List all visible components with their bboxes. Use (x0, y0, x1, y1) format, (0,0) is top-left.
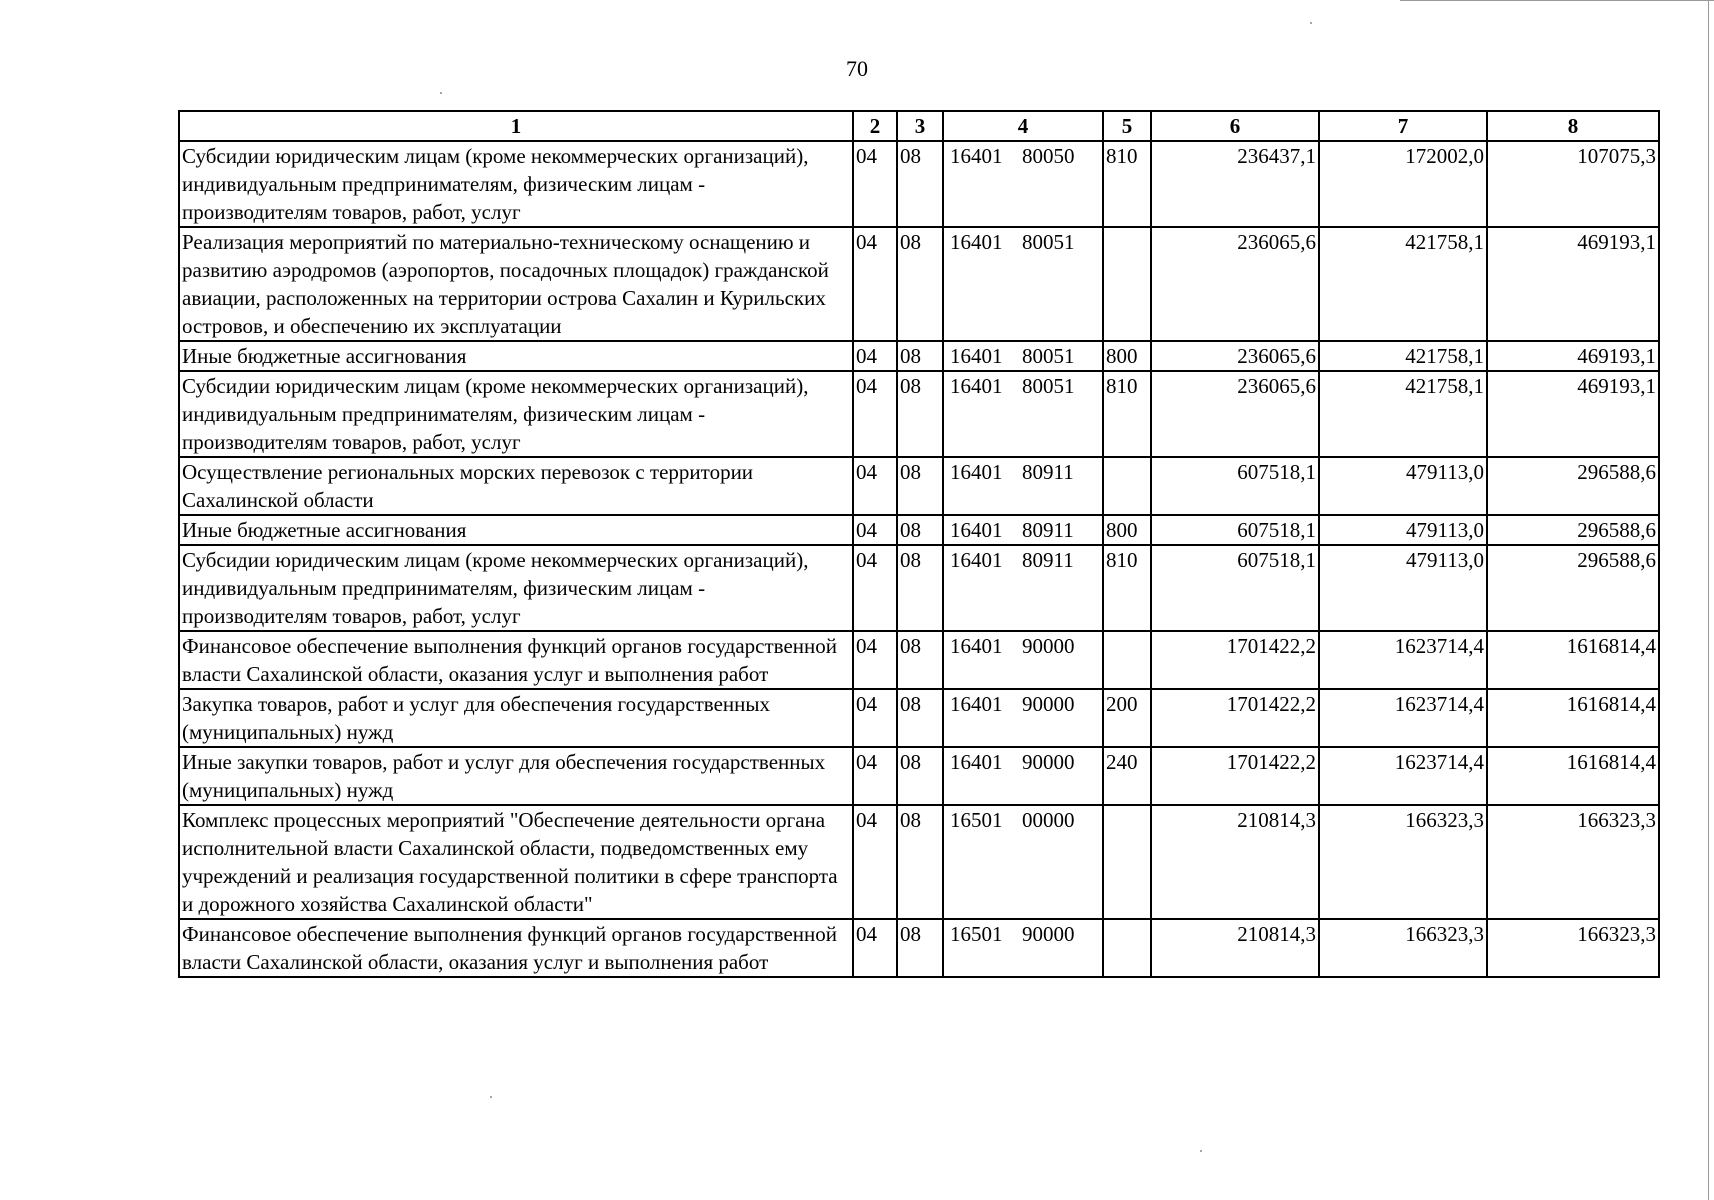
table-row (179, 545, 1659, 631)
table-row (179, 631, 1659, 689)
cell-expense-type: 810 (1103, 371, 1151, 457)
target-article-direction-code: 80050 (1022, 144, 1075, 168)
cell-target-article (943, 515, 1103, 545)
target-article-direction-code: 80051 (1022, 374, 1075, 398)
cell-name: Субсидии юридическим лицам (кроме некоммерческих организаций), индивидуальным предпринимателям, физическим лицам - производителям товаров, работ, услуг (179, 545, 853, 631)
cell-name: Финансовое обеспечение выполнения функций органов государственной власти Сахалинской области, оказания услуг и выполнения работ (179, 631, 853, 689)
table-row (179, 227, 1659, 341)
cell-amount-6: 1701422,2 (1151, 631, 1319, 689)
target-article-direction-code: 90000 (1022, 750, 1075, 774)
cell-section: 04 (853, 515, 897, 545)
table-row (179, 141, 1659, 227)
cell-amount-8: 296588,6 (1487, 545, 1659, 631)
target-article-program-code: 16401 (950, 374, 1003, 398)
scan-speck (440, 92, 442, 94)
cell-subsection: 08 (897, 341, 943, 371)
target-article-direction-code: 00000 (1022, 808, 1075, 832)
cell-amount-6: 1701422,2 (1151, 747, 1319, 805)
scan-speck (1200, 1150, 1202, 1152)
target-article-direction-code: 90000 (1022, 692, 1075, 716)
table-row (179, 371, 1659, 457)
cell-subsection: 08 (897, 141, 943, 227)
cell-amount-8: 1616814,4 (1487, 631, 1659, 689)
cell-expense-type (1103, 805, 1151, 919)
target-article-program-code: 16401 (950, 344, 1003, 368)
table-row (179, 457, 1659, 515)
cell-amount-6: 236437,1 (1151, 141, 1319, 227)
target-article-program-code: 16401 (950, 634, 1003, 658)
cell-name: Субсидии юридическим лицам (кроме некоммерческих организаций), индивидуальным предпринимателям, физическим лицам - производителям товаров, работ, услуг (179, 141, 853, 227)
cell-section: 04 (853, 689, 897, 747)
cell-amount-8: 1616814,4 (1487, 747, 1659, 805)
cell-section: 04 (853, 371, 897, 457)
cell-amount-7: 421758,1 (1319, 371, 1487, 457)
cell-subsection: 08 (897, 631, 943, 689)
cell-name: Комплекс процессных мероприятий "Обеспечение деятельности органа исполнительной власти Сахалинской области, подведомственных ему учреждений и реализация государственной политики в сфере транспорта и дорожного хозяйства Сахалинской области" (179, 805, 853, 919)
cell-amount-8: 469193,1 (1487, 341, 1659, 371)
target-article-direction-code: 80911 (1022, 518, 1074, 542)
cell-amount-7: 479113,0 (1319, 545, 1487, 631)
cell-amount-7: 1623714,4 (1319, 747, 1487, 805)
cell-amount-7: 166323,3 (1319, 805, 1487, 919)
cell-amount-8: 166323,3 (1487, 805, 1659, 919)
cell-amount-6: 210814,3 (1151, 805, 1319, 919)
cell-amount-8: 166323,3 (1487, 919, 1659, 977)
table-header-row (179, 111, 1659, 141)
cell-amount-6: 1701422,2 (1151, 689, 1319, 747)
cell-subsection: 08 (897, 457, 943, 515)
cell-section: 04 (853, 227, 897, 341)
cell-target-article (943, 747, 1103, 805)
cell-expense-type: 810 (1103, 141, 1151, 227)
cell-name: Реализация мероприятий по материально-техническому оснащению и развитию аэродромов (аэропортов, посадочных площадок) гражданской авиации, расположенных на территории острова Сахалин и Курильских островов, и обеспечению их эксплуатации (179, 227, 853, 341)
cell-amount-7: 166323,3 (1319, 919, 1487, 977)
table-body (179, 141, 1659, 977)
cell-expense-type: 810 (1103, 545, 1151, 631)
cell-section: 04 (853, 631, 897, 689)
cell-target-article (943, 457, 1103, 515)
cell-target-article (943, 371, 1103, 457)
target-article-direction-code: 90000 (1022, 634, 1075, 658)
cell-expense-type (1103, 227, 1151, 341)
column-header-3: 3 (897, 111, 943, 141)
table-row (179, 805, 1659, 919)
target-article-direction-code: 80051 (1022, 344, 1075, 368)
target-article-program-code: 16401 (950, 230, 1003, 254)
target-article-program-code: 16501 (950, 808, 1003, 832)
cell-amount-7: 172002,0 (1319, 141, 1487, 227)
cell-amount-6: 607518,1 (1151, 457, 1319, 515)
cell-amount-7: 421758,1 (1319, 227, 1487, 341)
column-header-7: 7 (1319, 111, 1487, 141)
cell-amount-8: 1616814,4 (1487, 689, 1659, 747)
column-header-1: 1 (179, 111, 853, 141)
target-article-program-code: 16401 (950, 144, 1003, 168)
cell-subsection: 08 (897, 227, 943, 341)
cell-amount-6: 607518,1 (1151, 515, 1319, 545)
cell-amount-8: 296588,6 (1487, 515, 1659, 545)
target-article-direction-code: 90000 (1022, 922, 1075, 946)
cell-target-article (943, 631, 1103, 689)
cell-expense-type: 800 (1103, 515, 1151, 545)
cell-amount-8: 296588,6 (1487, 457, 1659, 515)
table-row (179, 747, 1659, 805)
cell-subsection: 08 (897, 371, 943, 457)
cell-amount-8: 469193,1 (1487, 227, 1659, 341)
cell-amount-7: 1623714,4 (1319, 631, 1487, 689)
cell-subsection: 08 (897, 689, 943, 747)
cell-expense-type (1103, 919, 1151, 977)
cell-amount-6: 236065,6 (1151, 371, 1319, 457)
target-article-program-code: 16401 (950, 460, 1003, 484)
cell-section: 04 (853, 919, 897, 977)
cell-amount-7: 479113,0 (1319, 515, 1487, 545)
cell-target-article (943, 227, 1103, 341)
target-article-program-code: 16401 (950, 692, 1003, 716)
cell-expense-type: 800 (1103, 341, 1151, 371)
cell-section: 04 (853, 141, 897, 227)
table-row (179, 919, 1659, 977)
table-row (179, 341, 1659, 371)
cell-target-article (943, 141, 1103, 227)
cell-expense-type (1103, 457, 1151, 515)
cell-name: Субсидии юридическим лицам (кроме некоммерческих организаций), индивидуальным предпринимателям, физическим лицам - производителям товаров, работ, услуг (179, 371, 853, 457)
cell-amount-7: 421758,1 (1319, 341, 1487, 371)
cell-target-article (943, 545, 1103, 631)
page-number: 70 (846, 56, 868, 81)
cell-subsection: 08 (897, 515, 943, 545)
cell-subsection: 08 (897, 545, 943, 631)
cell-section: 04 (853, 457, 897, 515)
table-row (179, 515, 1659, 545)
scan-edge-line (1708, 0, 1709, 1200)
cell-expense-type (1103, 631, 1151, 689)
target-article-direction-code: 80911 (1022, 460, 1074, 484)
cell-subsection: 08 (897, 805, 943, 919)
cell-name: Иные бюджетные ассигнования (179, 341, 853, 371)
target-article-program-code: 16401 (950, 518, 1003, 542)
cell-amount-6: 236065,6 (1151, 341, 1319, 371)
cell-section: 04 (853, 805, 897, 919)
scan-speck (1310, 22, 1312, 24)
cell-subsection: 08 (897, 747, 943, 805)
cell-section: 04 (853, 747, 897, 805)
cell-target-article (943, 341, 1103, 371)
cell-name: Закупка товаров, работ и услуг для обеспечения государственных (муниципальных) нужд (179, 689, 853, 747)
cell-name: Осуществление региональных морских перевозок с территории Сахалинской области (179, 457, 853, 515)
table-row (179, 689, 1659, 747)
column-header-2: 2 (853, 111, 897, 141)
cell-expense-type: 240 (1103, 747, 1151, 805)
cell-amount-7: 479113,0 (1319, 457, 1487, 515)
cell-section: 04 (853, 341, 897, 371)
cell-amount-8: 469193,1 (1487, 371, 1659, 457)
cell-subsection: 08 (897, 919, 943, 977)
scan-speck (490, 1096, 492, 1098)
cell-name: Иные бюджетные ассигнования (179, 515, 853, 545)
cell-amount-7: 1623714,4 (1319, 689, 1487, 747)
cell-amount-6: 210814,3 (1151, 919, 1319, 977)
cell-name: Иные закупки товаров, работ и услуг для обеспечения государственных (муниципальных) нужд (179, 747, 853, 805)
cell-section: 04 (853, 545, 897, 631)
cell-target-article (943, 805, 1103, 919)
budget-table (178, 110, 1660, 978)
target-article-program-code: 16401 (950, 548, 1003, 572)
cell-name: Финансовое обеспечение выполнения функций органов государственной власти Сахалинской области, оказания услуг и выполнения работ (179, 919, 853, 977)
cell-expense-type: 200 (1103, 689, 1151, 747)
scan-edge-line (1400, 0, 1714, 1)
cell-amount-8: 107075,3 (1487, 141, 1659, 227)
cell-target-article (943, 919, 1103, 977)
cell-amount-6: 236065,6 (1151, 227, 1319, 341)
target-article-direction-code: 80051 (1022, 230, 1075, 254)
cell-amount-6: 607518,1 (1151, 545, 1319, 631)
column-header-8: 8 (1487, 111, 1659, 141)
target-article-direction-code: 80911 (1022, 548, 1074, 572)
target-article-program-code: 16401 (950, 750, 1003, 774)
column-header-5: 5 (1103, 111, 1151, 141)
column-header-6: 6 (1151, 111, 1319, 141)
target-article-program-code: 16501 (950, 922, 1003, 946)
column-header-4: 4 (943, 111, 1103, 141)
cell-target-article (943, 689, 1103, 747)
